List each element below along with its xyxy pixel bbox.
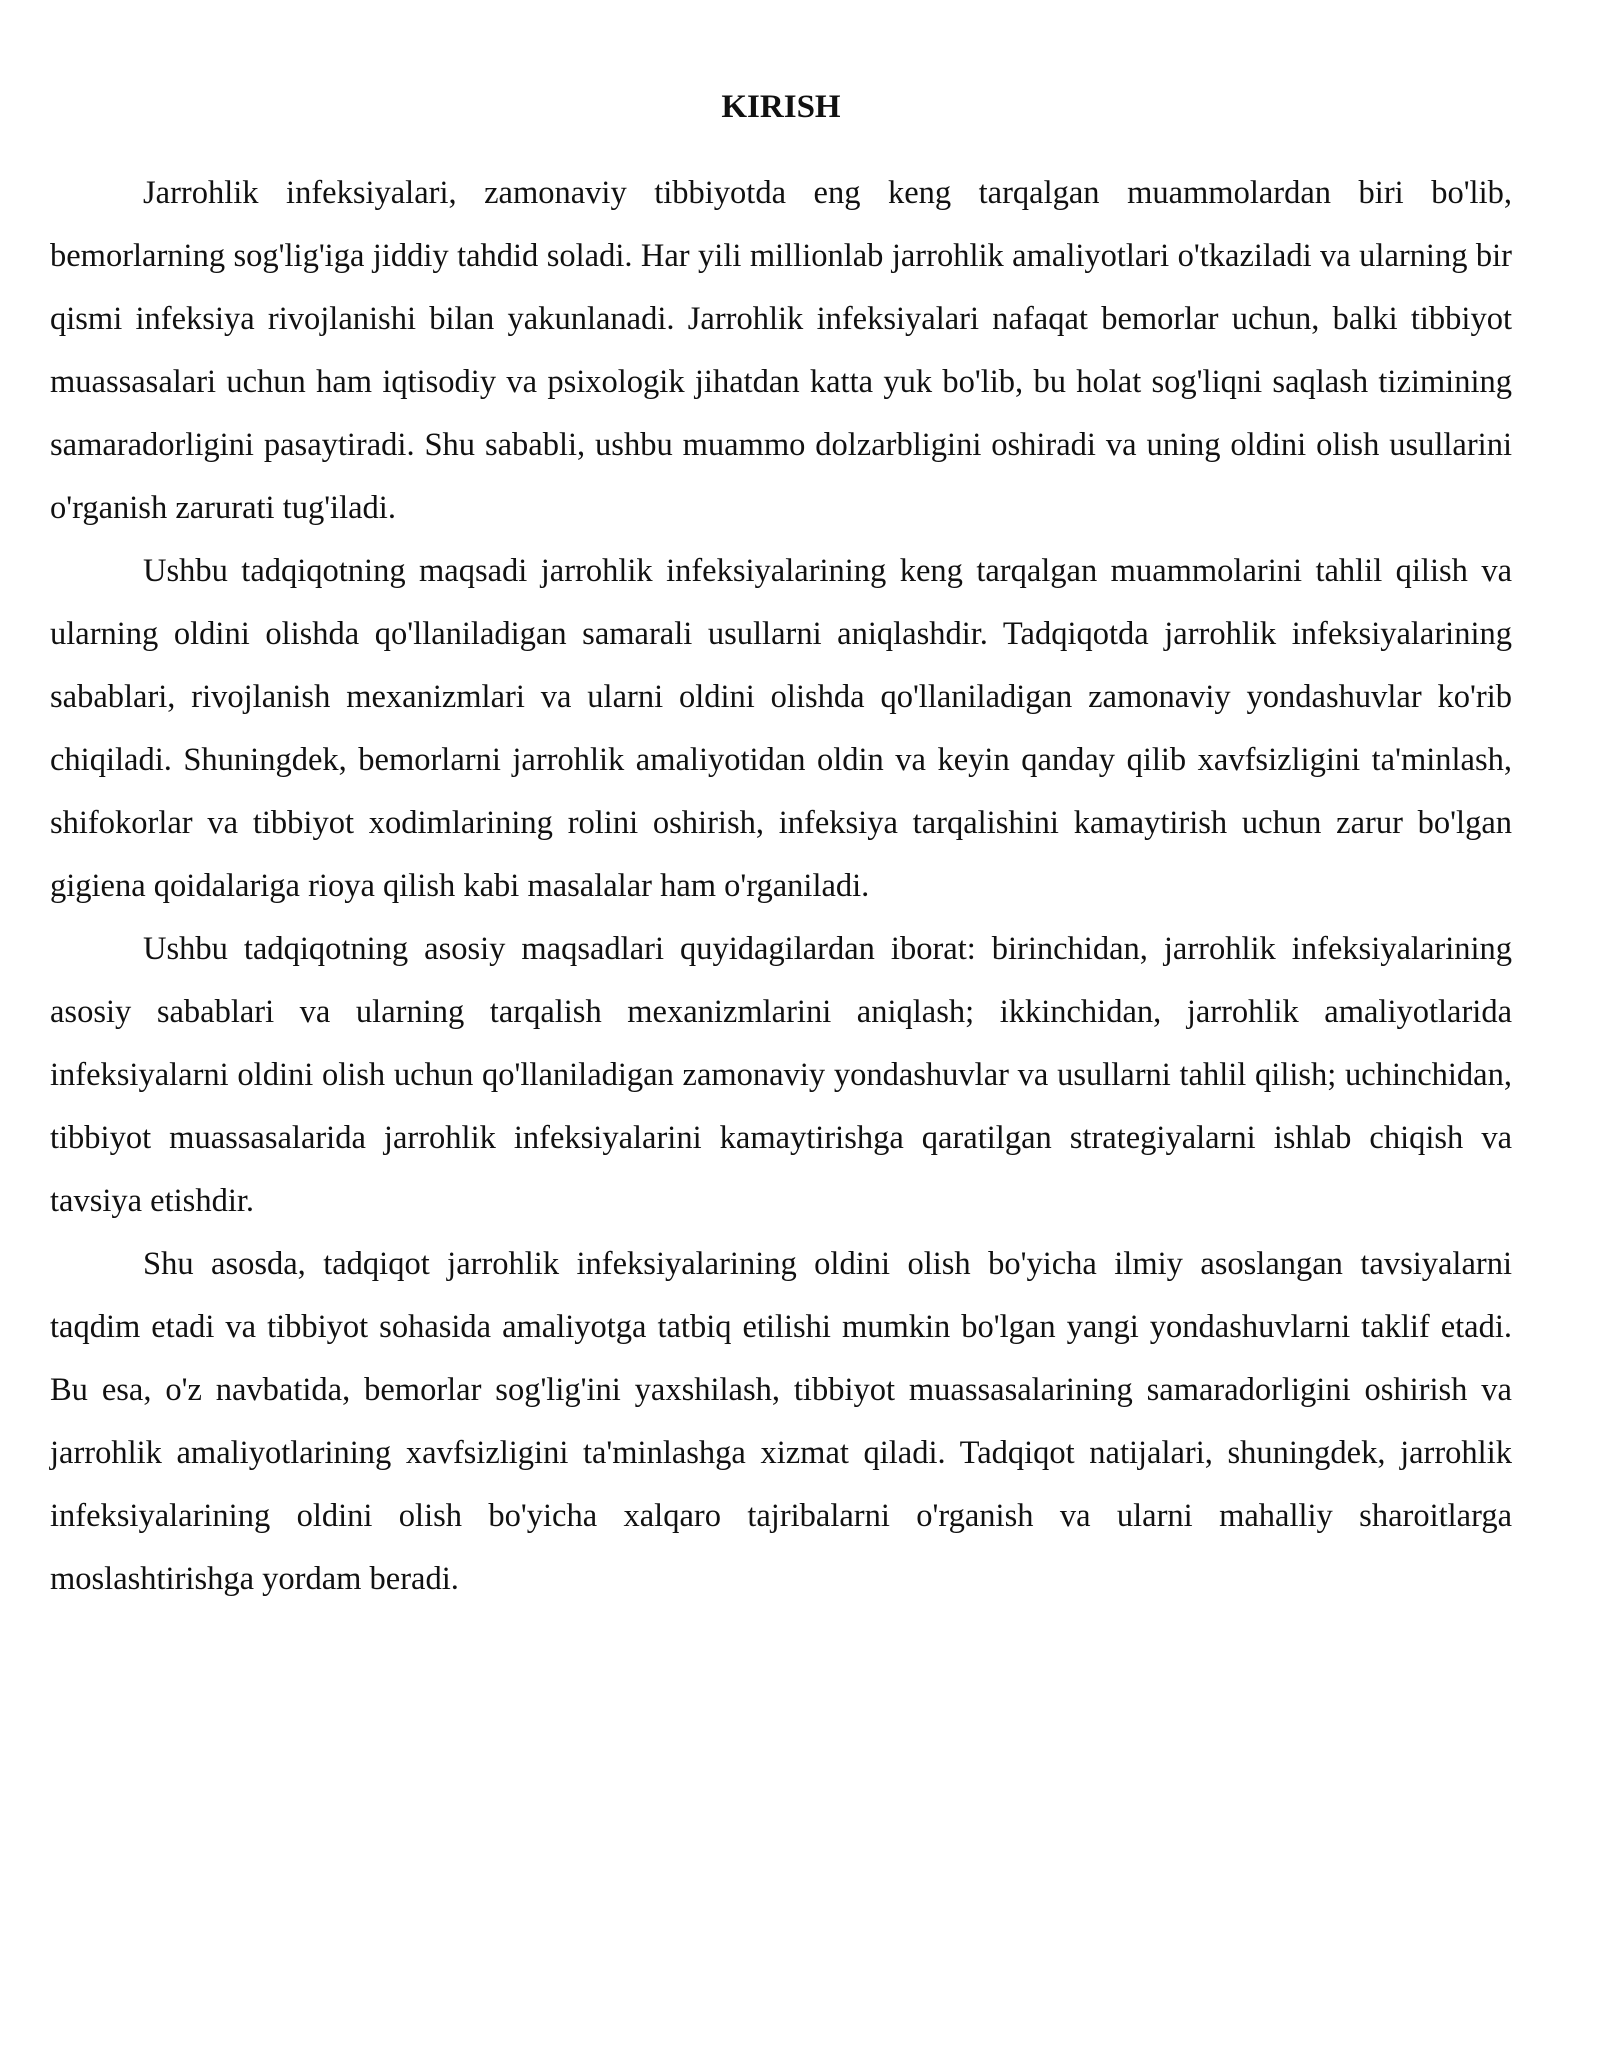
- paragraph-4: Shu asosda, tadqiqot jarrohlik infeksiyalarining oldini olish bo'yicha ilmiy asoslangan tavsiyalarni taqdim etadi va tibbiyot sohasida amaliyotga tatbiq etilishi mumkin bo'lgan yangi yondashuvlarni taklif etadi. Bu esa, o'z navbatida, bemorlar sog'lig'ini yaxshilash, tibbiyot muassasalarining samaradorligini oshirish va jarrohlik amaliyotlarining xavfsizligini ta'minlashga xizmat qiladi. Tadqiqot natijalari, shuningdek, jarrohlik infeksiyalarining oldini olish bo'yicha xalqaro tajribalarni o'rganish va ularni mahalliy sharoitlarga moslashtirishga yordam beradi.: [50, 1246, 1512, 1597]
- paragraph-2: Ushbu tadqiqotning maqsadi jarrohlik infeksiyalarining keng tarqalgan muammolarini tahlil qilish va ularning oldini olishda qo'llaniladigan samarali usullarni aniqlashdir. Tadqiqotda jarrohlik infeksiyalarining sabablari, rivojlanish mexanizmlari va ularni oldini olishda qo'llaniladigan zamonaviy yondashuvlar ko'rib chiqiladi. Shuningdek, bemorlarni jarrohlik amaliyotidan oldin va keyin qanday qilib xavfsizligini ta'minlash, shifokorlar va tibbiyot xodimlarining rolini oshirish, infeksiya tarqalishini kamaytirish uchun zarur bo'lgan gigiena qoidalariga rioya qilish kabi masalalar ham o'rganiladi.: [50, 553, 1512, 904]
- paragraph-3: Ushbu tadqiqotning asosiy maqsadlari quyidagilardan iborat: birinchidan, jarrohlik infeksiyalarining asosiy sabablari va ularning tarqalish mexanizmlarini aniqlash; ikkinchidan, jarrohlik amaliyotlarida infeksiyalarni oldini olish uchun qo'llaniladigan zamonaviy yondashuvlar va usullarni tahlil qilish; uchinchidan, tibbiyot muassasalarida jarrohlik infeksiyalarini kamaytirishga qaratilgan strategiyalarni ishlab chiqish va tavsiya etishdir.: [50, 931, 1512, 1219]
- page-title: KIRISH: [721, 89, 841, 125]
- document-page: [50, 82, 1512, 1611]
- paragraph-1: Jarrohlik infeksiyalari, zamonaviy tibbiyotda eng keng tarqalgan muammolardan biri bo'lib, bemorlarning sog'lig'iga jiddiy tahdid soladi. Har yili millionlab jarrohlik amaliyotlari o'tkaziladi va ularning bir qismi infeksiya rivojlanishi bilan yakunlanadi. Jarrohlik infeksiyalari nafaqat bemorlar uchun, balki tibbiyot muassasalari uchun ham iqtisodiy va psixologik jihatdan katta yuk bo'lib, bu holat sog'liqni saqlash tizimining samaradorligini pasaytiradi. Shu sababli, ushbu muammo dolzarbligini oshiradi va uning oldini olish usullarini o'rganish zarurati tug'iladi.: [50, 175, 1512, 526]
